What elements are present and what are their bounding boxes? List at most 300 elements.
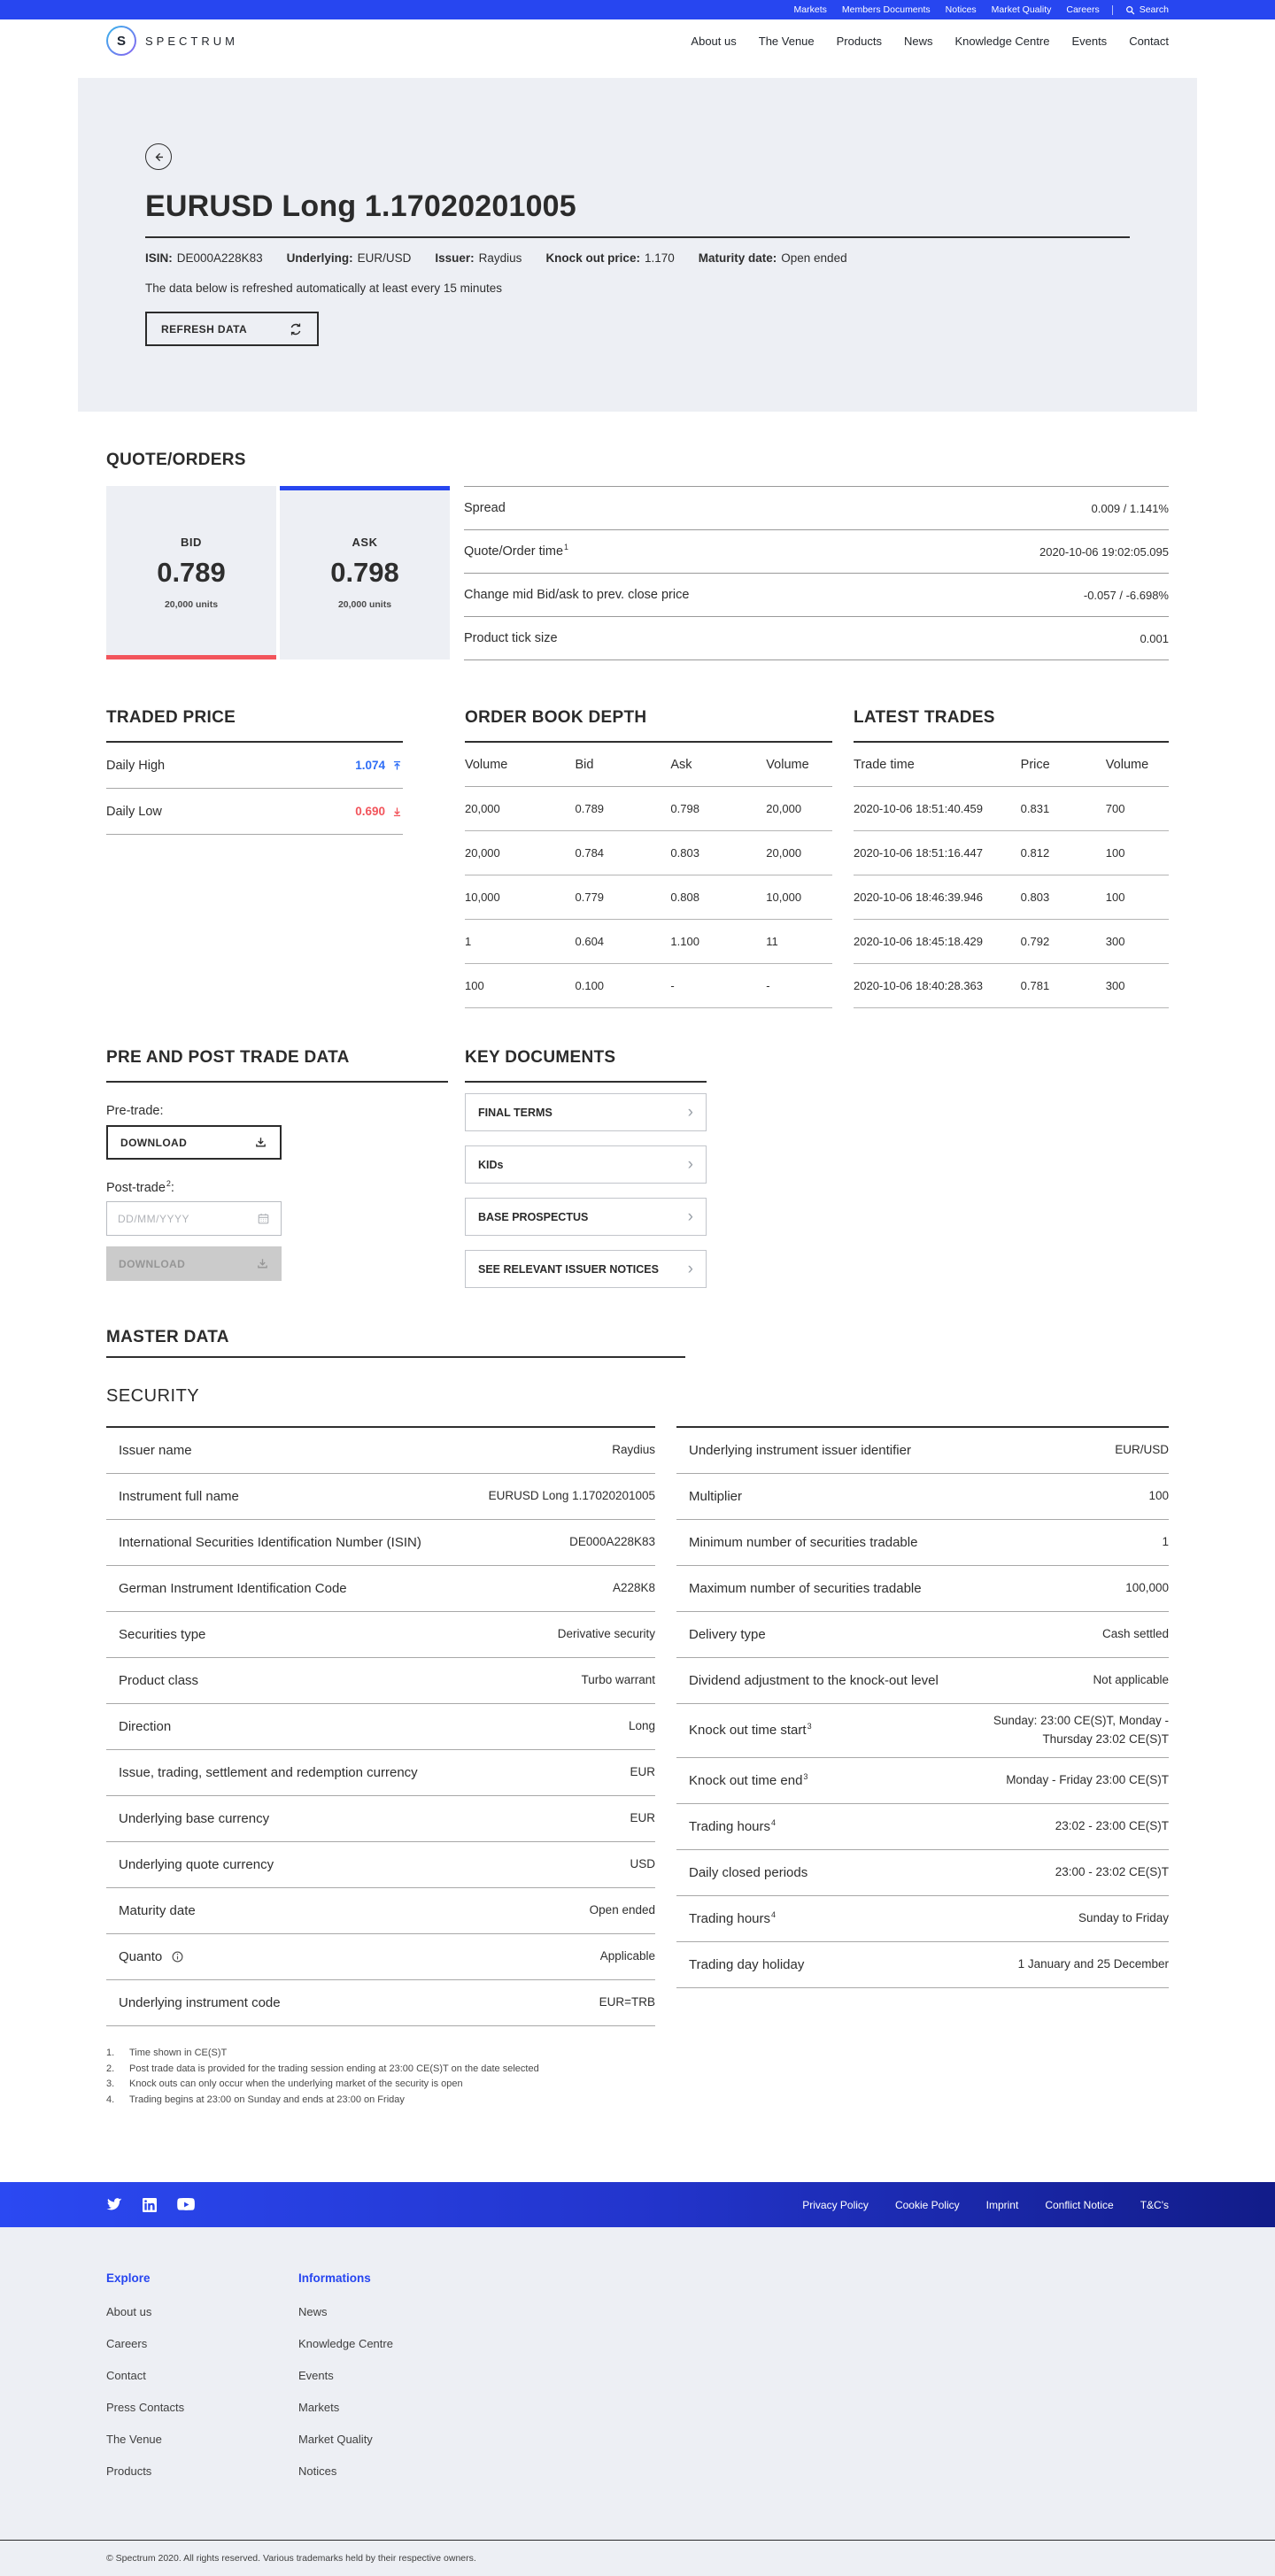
field-label: Knock out time end$^3$	[689, 1771, 808, 1788]
field-label: Product class	[119, 1673, 199, 1688]
bid-cell: 0.604	[575, 935, 605, 948]
quote-info-row	[464, 617, 1169, 660]
product-meta	[145, 251, 1130, 265]
field-label: Minimum number of securities tradable	[689, 1535, 918, 1550]
volume-cell: 100	[465, 979, 484, 992]
master-data-row	[676, 1658, 1169, 1704]
field-value: 1	[1162, 1535, 1169, 1549]
footer-link[interactable]: Contact	[106, 2369, 146, 2382]
field-value: Cash settled	[1101, 1627, 1169, 1641]
field-label: Trading hours$^4$	[689, 1909, 777, 1926]
master-table-left	[106, 1426, 655, 2026]
field-value: EUR	[630, 1811, 655, 1825]
daily-high-label: Daily High	[106, 758, 166, 773]
field-label: International Securities Identification Number (ISIN)	[119, 1535, 421, 1550]
trade-volume-cell: 100	[1105, 891, 1125, 904]
brand-logo[interactable]	[106, 26, 238, 56]
trade-volume-cell: 300	[1105, 979, 1125, 992]
section-title-master-data: MASTER DATA	[106, 1328, 229, 1346]
footnote	[106, 2093, 1169, 2109]
document-label: SEE RELEVANT ISSUER NOTICES	[478, 1262, 659, 1276]
ask-cell: 1.100	[670, 935, 699, 948]
order-book-row	[465, 831, 832, 875]
chevron-right-icon: ›	[687, 1260, 693, 1278]
download-icon	[254, 1136, 267, 1149]
legal-link[interactable]: Cookie Policy	[894, 2198, 960, 2211]
product-hero	[78, 78, 1197, 412]
master-data-row	[676, 1850, 1169, 1896]
chevron-right-icon: ›	[687, 1103, 693, 1122]
column-header: Trade time	[854, 757, 915, 772]
order-book-row	[465, 920, 832, 964]
meta-value: Raydius	[478, 251, 522, 265]
master-data-row	[106, 1428, 655, 1474]
field-label: Underlying instrument code	[119, 1995, 281, 2010]
field-label: Knock out time start$^3$	[689, 1722, 812, 1739]
footer-link[interactable]: Press Contacts	[106, 2401, 185, 2414]
master-data-row	[106, 1934, 655, 1980]
order-book-rows	[465, 787, 832, 1008]
volume-cell: 11	[766, 935, 778, 948]
document-label: KIDs	[478, 1158, 504, 1171]
field-value: Monday - Friday 23:00 CE(S)T	[1006, 1772, 1169, 1786]
field-value: Raydius	[612, 1443, 655, 1457]
main-content	[106, 412, 1169, 2108]
footer-link[interactable]: Notices	[298, 2464, 337, 2478]
quote-info-table	[464, 486, 1169, 660]
footer-link[interactable]: The Venue	[106, 2433, 162, 2446]
master-data-row	[106, 1704, 655, 1750]
market-data-section	[106, 708, 1169, 1008]
field-value: Not applicable	[1093, 1673, 1169, 1687]
legal-link[interactable]: T&C's	[1140, 2198, 1169, 2211]
bid-card[interactable]	[106, 486, 276, 659]
order-book-row	[465, 787, 832, 831]
field-label: Underlying quote currency	[119, 1857, 274, 1872]
trade-data-documents-section	[106, 1048, 1169, 1288]
field-value: Long	[628, 1719, 655, 1733]
calendar-icon	[257, 1212, 270, 1225]
trade-row	[854, 920, 1169, 964]
quote-info-value: -0.057 / -6.698%	[1083, 588, 1169, 602]
master-data-row	[676, 1942, 1169, 1988]
order-book-row	[465, 875, 832, 920]
section-title-quote-orders: QUOTE/ORDERS	[106, 451, 246, 469]
master-data-row	[676, 1474, 1169, 1520]
field-value: Turbo warrant	[581, 1673, 655, 1687]
bid-units: 20,000 units	[164, 599, 219, 610]
search-label: Search	[1139, 4, 1169, 15]
master-data-row	[676, 1896, 1169, 1942]
master-data-row	[106, 1612, 655, 1658]
field-label: Delivery type	[689, 1627, 766, 1642]
subsection-title-security: SECURITY	[106, 1386, 200, 1406]
quote-info-row	[464, 530, 1169, 574]
field-value: Derivative security	[557, 1627, 655, 1641]
master-data-row	[106, 1566, 655, 1612]
document-button[interactable]	[465, 1145, 707, 1184]
quote-info-label: Quote/Order time$^1$	[464, 543, 569, 559]
section-title-latest-trades: LATEST TRADES	[854, 708, 995, 727]
quote-info-value: 0.009 / 1.141%	[1091, 501, 1169, 515]
twitter-icon[interactable]	[106, 2198, 122, 2211]
trade-row	[854, 964, 1169, 1008]
column-header: Ask	[670, 757, 692, 772]
quote-orders-section	[106, 451, 1169, 660]
ask-card[interactable]	[280, 486, 450, 659]
download-label: DOWNLOAD	[120, 1136, 188, 1149]
column-header: Volume	[1105, 757, 1149, 772]
latest-trades-panel	[854, 708, 1169, 1008]
field-label: Issuer name	[119, 1443, 192, 1458]
document-button[interactable]	[465, 1250, 707, 1288]
trade-time-cell: 2020-10-06 18:51:40.459	[854, 802, 984, 815]
latest-trades-header	[854, 743, 1169, 787]
document-label: FINAL TERMS	[478, 1106, 552, 1119]
topbar-link[interactable]: Members Documents	[841, 4, 931, 15]
daily-high-row	[106, 743, 403, 789]
trade-price-cell: 0.781	[1020, 979, 1050, 992]
meta-item	[545, 251, 674, 265]
master-table-right	[676, 1426, 1169, 2026]
daily-low-value: 0.690	[355, 805, 403, 818]
master-data-row	[106, 1888, 655, 1934]
field-value: Sunday: 23:00 CE(S)T, Monday - Thursday 23:02 CE(S)T	[993, 1714, 1169, 1746]
footer-informations-links	[298, 2305, 491, 2478]
meta-item	[287, 251, 412, 265]
footer-column-title: Explore	[106, 2271, 151, 2285]
field-value: EURUSD Long 1.17020201005	[488, 1489, 655, 1503]
footer-column-title: Informations	[298, 2271, 371, 2285]
footer-link[interactable]: Products	[106, 2464, 152, 2478]
refresh-note: The data below is refreshed automatically at least every 15 minutes	[145, 282, 502, 295]
quote-info-row	[464, 574, 1169, 617]
meta-label: Issuer:	[435, 251, 475, 265]
trade-row	[854, 875, 1169, 920]
title-divider	[145, 236, 1130, 238]
volume-cell: 1	[465, 935, 472, 948]
ask-label: ASK	[352, 536, 378, 549]
master-data-row	[106, 1750, 655, 1796]
pre-trade-download-button[interactable]	[106, 1125, 282, 1160]
info-icon[interactable]	[171, 1950, 184, 1963]
field-label: Underlying instrument issuer identifier	[689, 1443, 911, 1458]
document-button[interactable]	[465, 1198, 707, 1236]
bid-cell: 0.784	[575, 846, 605, 860]
main-nav-link[interactable]: Products	[836, 34, 882, 48]
section-title-traded-price: TRADED PRICE	[106, 708, 236, 727]
meta-item	[435, 251, 522, 265]
quote-info-value: 2020-10-06 19:02:05.095	[1039, 544, 1169, 559]
chevron-right-icon: ›	[687, 1207, 693, 1226]
footer-link[interactable]: Markets	[298, 2401, 340, 2414]
legal-link[interactable]: Conflict Notice	[1045, 2198, 1114, 2211]
column-header: Price	[1020, 757, 1050, 772]
section-title-pre-post: PRE AND POST TRADE DATA	[106, 1048, 350, 1067]
footer-link[interactable]: News	[298, 2305, 328, 2318]
master-data-row	[106, 1474, 655, 1520]
ask-price: 0.798	[330, 557, 399, 588]
post-trade-date-field[interactable]	[106, 1201, 282, 1236]
trade-time-cell: 2020-10-06 18:51:16.447	[854, 846, 984, 860]
meta-value: Open ended	[781, 251, 847, 265]
master-data-row	[676, 1758, 1169, 1804]
field-label: Multiplier	[689, 1489, 743, 1504]
field-label: Maturity date	[119, 1903, 196, 1918]
main-nav-link[interactable]: News	[903, 34, 933, 48]
column-header: Volume	[766, 757, 809, 772]
daily-low-row	[106, 789, 403, 835]
refresh-icon	[289, 322, 303, 336]
footnote	[106, 2046, 1169, 2062]
master-data-row	[106, 1520, 655, 1566]
topbar-link[interactable]: Market Quality	[991, 4, 1052, 15]
meta-value: 1.170	[644, 251, 675, 265]
master-data-row	[676, 1612, 1169, 1658]
document-button[interactable]	[465, 1093, 707, 1131]
volume-cell: 20,000	[766, 846, 802, 860]
field-label: Instrument full name	[119, 1489, 239, 1504]
master-data-row	[106, 1796, 655, 1842]
key-documents-panel	[465, 1048, 707, 1288]
post-trade-label: Post-trade$^2$:	[106, 1179, 174, 1195]
quote-info-value: 0.001	[1140, 631, 1169, 645]
footer-link[interactable]: Events	[298, 2369, 334, 2382]
post-trade-download-button[interactable]	[106, 1246, 282, 1281]
ask-units: 20,000 units	[337, 599, 392, 610]
pre-post-trade-panel	[106, 1048, 448, 1288]
trade-price-cell: 0.792	[1020, 935, 1050, 948]
footer-utility-bar	[0, 2182, 1275, 2227]
volume-cell: 10,000	[766, 891, 802, 904]
main-nav-link[interactable]: About us	[691, 34, 737, 48]
search-icon	[1125, 5, 1135, 15]
master-data-section	[106, 1328, 1169, 2108]
main-nav-link[interactable]: Events	[1071, 34, 1108, 48]
section-title-order-book: ORDER BOOK DEPTH	[465, 708, 647, 727]
field-value: EUR/USD	[1115, 1443, 1169, 1457]
ask-cell: 0.808	[670, 891, 699, 904]
field-label: Dividend adjustment to the knock-out level	[689, 1673, 939, 1688]
bid-cell: 0.779	[575, 891, 605, 904]
key-documents-list	[465, 1093, 707, 1288]
trade-time-cell: 2020-10-06 18:46:39.946	[854, 891, 984, 904]
topbar-link[interactable]: Careers	[1066, 4, 1100, 15]
chevron-right-icon: ›	[687, 1155, 693, 1174]
field-value: USD	[630, 1857, 655, 1871]
field-value: A228K8	[612, 1581, 655, 1595]
footnote	[106, 2077, 1169, 2093]
legal-links	[802, 2199, 1169, 2211]
footer-explore-links	[106, 2305, 298, 2478]
youtube-icon[interactable]	[177, 2198, 195, 2211]
field-value: Open ended	[589, 1903, 655, 1917]
bid-price: 0.789	[157, 557, 226, 588]
footer-link[interactable]: Market Quality	[298, 2433, 373, 2446]
copyright: © Spectrum 2020. All rights reserved. Various trademarks held by their respective owners.	[106, 2553, 476, 2564]
volume-cell: 20,000	[465, 802, 500, 815]
footer-link[interactable]: Knowledge Centre	[298, 2337, 393, 2350]
brand-name: SPECTRUM	[145, 34, 238, 48]
refresh-data-label: REFRESH DATA	[161, 322, 248, 335]
trade-row	[854, 831, 1169, 875]
footer-link[interactable]: About us	[106, 2305, 152, 2318]
meta-label: Knock out price:	[545, 251, 640, 265]
daily-high-value: 1.074	[355, 759, 403, 772]
topbar-nav	[794, 4, 1100, 15]
refresh-data-button[interactable]	[145, 312, 319, 346]
field-label: Underlying base currency	[119, 1811, 270, 1826]
meta-item	[145, 251, 263, 265]
section-divider	[106, 1081, 448, 1083]
linkedin-icon[interactable]	[143, 2198, 157, 2212]
meta-value: EUR/USD	[357, 251, 412, 265]
volume-cell: 20,000	[766, 802, 802, 815]
field-label: Quanto	[119, 1947, 184, 1966]
latest-trades-rows	[854, 787, 1169, 1008]
field-value: 100	[1148, 1489, 1169, 1503]
volume-cell: 10,000	[465, 891, 500, 904]
master-data-row	[676, 1520, 1169, 1566]
social-links	[106, 2198, 195, 2212]
master-data-row	[106, 1658, 655, 1704]
logo-icon: S	[106, 26, 136, 56]
meta-value: DE000A228K83	[176, 251, 263, 265]
meta-label: Maturity date:	[698, 251, 777, 265]
trade-time-cell: 2020-10-06 18:45:18.429	[854, 935, 984, 948]
date-input[interactable]	[118, 1213, 224, 1225]
legal-link[interactable]: Privacy Policy	[802, 2198, 869, 2211]
ask-cell: 0.803	[670, 846, 699, 860]
footer-explore-column	[106, 2271, 298, 2540]
field-label: Trading day holiday	[689, 1956, 805, 1972]
field-value: 23:02 - 23:00 CE(S)T	[1055, 1818, 1169, 1832]
search-button[interactable]	[1125, 4, 1169, 15]
pre-trade-label: Pre-trade:	[106, 1104, 164, 1118]
field-label: Direction	[119, 1719, 172, 1734]
ask-cell: 0.798	[670, 802, 699, 815]
quote-info-label: Product tick size	[464, 631, 558, 645]
column-header: Volume	[465, 757, 508, 772]
topbar-divider	[1112, 5, 1113, 15]
order-book-header	[465, 743, 832, 787]
column-header: Bid	[575, 757, 594, 772]
meta-label: Underlying:	[286, 251, 353, 265]
volume-cell: 20,000	[465, 846, 500, 860]
section-title-key-documents: KEY DOCUMENTS	[465, 1048, 616, 1067]
topbar	[0, 0, 1275, 19]
page-title: EURUSD Long 1.17020201005	[145, 189, 576, 223]
master-data-row	[676, 1704, 1169, 1758]
quote-info-row	[464, 487, 1169, 530]
master-data-row	[106, 1980, 655, 2026]
field-value: EUR=TRB	[599, 1995, 655, 2009]
bid-cell: 0.100	[575, 979, 605, 992]
master-data-row	[106, 1842, 655, 1888]
quote-info-label: Spread	[464, 501, 506, 515]
download-label: DOWNLOAD	[119, 1257, 186, 1270]
trade-price-cell: 0.803	[1020, 891, 1050, 904]
arrow-left-icon	[152, 150, 166, 164]
section-divider	[106, 1356, 685, 1358]
meta-item	[699, 251, 847, 265]
ask-cell: -	[670, 979, 675, 992]
trade-volume-cell: 300	[1105, 935, 1125, 948]
footnote-number: 4.	[106, 2094, 115, 2105]
field-label: German Instrument Identification Code	[119, 1581, 347, 1596]
footnote-number: 3.	[106, 2079, 115, 2089]
order-book-row	[465, 964, 832, 1008]
footer-link[interactable]: Careers	[106, 2337, 148, 2350]
footnote-number: 2.	[106, 2063, 115, 2074]
master-data-row	[676, 1804, 1169, 1850]
footnote-number: 1.	[106, 2048, 115, 2058]
document-label: BASE PROSPECTUS	[478, 1210, 589, 1223]
master-data-row	[676, 1566, 1169, 1612]
meta-label: ISIN:	[145, 251, 173, 265]
volume-cell: -	[766, 979, 770, 992]
trade-volume-cell: 100	[1105, 846, 1125, 860]
daily-low-label: Daily Low	[106, 804, 162, 819]
field-label: Daily closed periods	[689, 1864, 808, 1880]
arrow-down-bar-icon	[391, 806, 403, 818]
field-label: Maximum number of securities tradable	[689, 1581, 922, 1596]
field-label: Trading hours$^4$	[689, 1817, 777, 1834]
field-value: Sunday to Friday	[1078, 1910, 1169, 1924]
trade-price-cell: 0.831	[1020, 802, 1050, 815]
topbar-link[interactable]: Markets	[793, 4, 827, 15]
main-nav	[691, 35, 1169, 48]
site-header	[0, 19, 1275, 62]
field-value: 23:00 - 23:02 CE(S)T	[1055, 1864, 1169, 1878]
section-divider	[465, 1081, 707, 1083]
footnotes	[106, 2046, 1169, 2108]
download-icon	[256, 1257, 269, 1270]
trade-volume-cell: 700	[1105, 802, 1125, 815]
arrow-up-bar-icon	[391, 760, 403, 772]
master-data-row	[676, 1428, 1169, 1474]
topbar-link[interactable]: Notices	[945, 4, 977, 15]
legal-link[interactable]: Imprint	[985, 2198, 1019, 2211]
field-value: EUR	[630, 1765, 655, 1779]
trade-price-cell: 0.812	[1020, 846, 1050, 860]
footnote-text: Trading begins at 23:00 on Sunday and ends at 23:00 on Friday	[129, 2094, 405, 2105]
bid-cell: 0.789	[575, 802, 605, 815]
footnote-text: Knock outs can only occur when the underlying market of the security is open	[129, 2079, 463, 2089]
main-nav-link[interactable]: The Venue	[758, 34, 815, 48]
trade-time-cell: 2020-10-06 18:40:28.363	[854, 979, 984, 992]
main-nav-link[interactable]: Knowledge Centre	[954, 34, 1050, 48]
field-label: Securities type	[119, 1627, 206, 1642]
back-button[interactable]	[145, 143, 172, 170]
order-book-panel	[465, 708, 832, 1008]
footer-informations-column	[298, 2271, 491, 2540]
main-nav-link[interactable]: Contact	[1129, 34, 1169, 48]
footnote	[106, 2062, 1169, 2078]
footnote-text: Post trade data is provided for the trading session ending at 23:00 CE(S)T on the date selected	[129, 2063, 539, 2074]
traded-price-panel	[106, 708, 403, 1008]
field-value: Applicable	[599, 1949, 655, 1963]
footnote-text: Time shown in CE(S)T	[129, 2048, 228, 2058]
bid-label: BID	[181, 536, 202, 549]
field-value: 1 January and 25 December	[1017, 1956, 1169, 1971]
field-label: Issue, trading, settlement and redemption currency	[119, 1765, 418, 1780]
quote-info-label: Change mid Bid/ask to prev. close price	[464, 588, 690, 602]
field-value: 100,000	[1125, 1581, 1169, 1595]
trade-row	[854, 787, 1169, 831]
field-value: DE000A228K83	[569, 1535, 655, 1549]
footer	[0, 2227, 1275, 2576]
